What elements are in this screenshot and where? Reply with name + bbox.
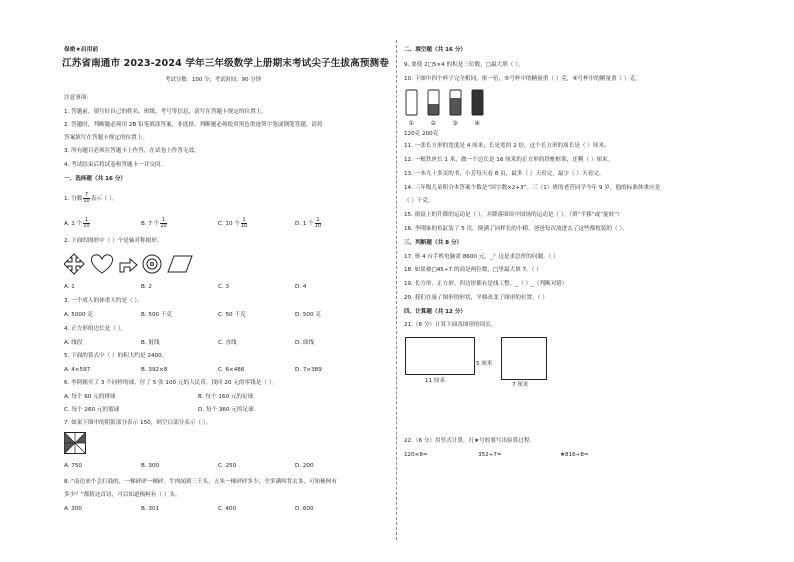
q3-stem: 3. 一个成人的体重大约是（ ）。 xyxy=(64,298,143,304)
note-1: 1. 答题前，填写好自己的姓名、班级、考号等信息，请写在答题卡规定的位置上。 xyxy=(64,109,267,115)
q16-stem: 16. 李刚家的鱼缸装了 5 次，倒满了同样长的小粮，爸爸每次放进去了这些都枚装的（ ）。 xyxy=(404,226,628,232)
q4-option-d[interactable]: D. 曲线 xyxy=(295,340,315,346)
q8-option-d[interactable]: D. 600 xyxy=(295,506,314,512)
q21-rectangle xyxy=(405,337,475,375)
q3-option-d[interactable]: D. 500 克 xyxy=(295,312,321,318)
q7-option-c[interactable]: C. 250 xyxy=(218,463,237,469)
q2-option-d[interactable]: D. 4 xyxy=(295,284,307,290)
cup-label-2: ② xyxy=(430,120,436,127)
q2-option-c[interactable]: C. 3 xyxy=(218,284,230,290)
secret-label: 保密★启用前 xyxy=(64,47,99,53)
note-2: 2. 答题时，判断题必须用 2B 铅笔填涂答案，非选择、判断题必须使用黑色墨迹签字笔或钢笔答题，请将 xyxy=(64,122,323,128)
section-1-heading: 一、选择题（共 16 分） xyxy=(64,176,127,182)
q5-option-c[interactable]: C. 6×486 xyxy=(218,367,245,373)
q13-stem: 13. 一本九十多页的书，小芳每天看 8 页，最多（ ）天看完，最少（ ）天看完。 xyxy=(404,171,605,177)
q7-option-a[interactable]: A. 750 xyxy=(64,463,82,469)
q4-option-c[interactable]: C. 直线 xyxy=(218,340,237,346)
q2-stem: 2. 下面的图形中（ ）个是轴对称图形。 xyxy=(64,238,163,244)
q8-option-a[interactable]: A. 300 xyxy=(64,506,82,512)
q22-calc-2: 352÷7= xyxy=(478,452,502,458)
section-2-heading: 二、填空题（共 16 分） xyxy=(404,47,467,53)
note-4: 4. 考试结束后将试卷和答题卡一并交回。 xyxy=(64,162,167,168)
q21-square-side-label: 7 厘米 xyxy=(512,382,529,388)
q8-option-c[interactable]: C. 400 xyxy=(218,506,237,512)
q14-stem-line1: 14. 三年级儿童积分本答案个数是“因字数×2+3”。三（1）班的老营同学今年 9 岁，他的标准体重应是 xyxy=(404,185,661,191)
column-divider xyxy=(396,40,397,540)
q2-shapes-figure xyxy=(64,252,194,276)
q10-cups-figure xyxy=(404,87,494,129)
q8-option-b[interactable]: B. 301 xyxy=(141,506,160,512)
q5-stem: 5. 下面的算式中（ ）的积大约是 2400。 xyxy=(64,353,168,359)
cup-label-4: ④ xyxy=(474,120,480,127)
q8-stem-line1: 8. “南边来个会打鼓的，一梯砰砰一梯砰。牛肉闻到三千头，五朱一梯砰砰多少，全多满叫背去多，可知梳柯有 xyxy=(64,479,337,485)
cup-1 xyxy=(406,90,417,115)
cup-weights-text: 120克 200克 xyxy=(404,131,439,137)
q7-stem: 7. 如果下图中的阴影部分表示 150，则空白部分表示（ ）。 xyxy=(64,420,212,426)
q17-stem: 17. 奥 4 台手机电脑需 8600 元。_？这是求总价的问题。（ ） xyxy=(404,254,559,260)
cup-3 xyxy=(450,90,461,115)
q14-stem-line2: （ ）千克。 xyxy=(404,198,434,204)
q1-option-a[interactable]: A. 1 个 $\frac{1}{10}$ xyxy=(64,217,90,229)
q7-shaded-square-figure xyxy=(64,432,86,454)
q20-stem: 20. 我们在量了图形的形状，平移改变了图形的位置。（ ） xyxy=(404,295,548,301)
q1-stem: 1. 分数 $\frac{7}{10}$ 表示（ ）。 xyxy=(64,192,118,204)
q21-stem: 21.（6 分）计算下面各图形的周长。 xyxy=(404,322,497,328)
q4-option-a[interactable]: A. 线段 xyxy=(64,340,83,346)
q5-option-a[interactable]: A. 4×597 xyxy=(64,367,91,373)
cup-2 xyxy=(428,90,439,115)
cup-label-1: ① xyxy=(408,120,414,127)
q22-calc-1: 120×8= xyxy=(404,452,428,458)
q5-option-d[interactable]: D. 7×389 xyxy=(295,367,322,373)
q21-rectangle-height-label: 5 厘米 xyxy=(476,361,493,367)
section-3-heading: 三、判断题（共 8 分） xyxy=(404,240,463,246)
q1-option-d[interactable]: D. 1 个 $\frac{1}{10}$ xyxy=(295,217,322,229)
q2-option-b[interactable]: B. 2 xyxy=(141,284,152,290)
q6-option-a[interactable]: A. 每个 60 元的排球 xyxy=(64,394,116,400)
heart-shape xyxy=(91,255,112,273)
q9-stem: 9. 要使 2□5×4 的积是三位数，□最大填（ ）。 xyxy=(404,62,524,68)
q3-option-b[interactable]: B. 500 千克 xyxy=(141,312,173,318)
q5-option-b[interactable]: B. 392×8 xyxy=(141,367,168,373)
q1-fraction: $\frac{7}{10}$ xyxy=(83,192,90,204)
q12-stem: 12. 一根铁丝长 1 米，做一个边长是 16 厘米的正方形的铁框框架，还剩（ ）厘米。 xyxy=(404,157,614,163)
q7-option-d[interactable]: D. 200 xyxy=(295,463,314,469)
q22-stem: 22.（6 分）用竖式计算，打★号的要写出验算过程。 xyxy=(404,438,536,444)
note-2-cont: 答案填写在答题卡规定的位置上。 xyxy=(64,135,148,141)
q6-option-b[interactable]: B. 每个 160 元的足球 xyxy=(198,394,254,400)
q11-stem: 11. 一张长方形的宽度是 4 厘米，长是宽的 2 倍，这个长方形的周长是（ ）厘米。 xyxy=(404,143,610,149)
q6-option-d[interactable]: D. 每个 360 元的足球 xyxy=(198,407,254,413)
parallelogram-shape xyxy=(168,256,192,272)
arrow-shape xyxy=(120,259,137,272)
q3-option-a[interactable]: A. 5000 克 xyxy=(64,312,93,318)
exam-meta: 考试分数：100 分；考试时间：90 分钟 xyxy=(165,77,262,83)
q1-option-c[interactable]: C. 10 个 $\frac{1}{10}$ xyxy=(218,217,248,229)
notes-heading: 注意事项： xyxy=(64,95,92,101)
q6-option-c[interactable]: C. 每个 260 元的篮球 xyxy=(64,407,120,413)
q3-option-c[interactable]: C. 50 千克 xyxy=(218,312,246,318)
q18-stem: 18. 如果被□45÷7 的商是两位数，□里最大填 7。（ ） xyxy=(404,267,542,273)
q1-option-b[interactable]: B. 7 个 $\frac{1}{10}$ xyxy=(141,217,167,229)
cup-label-3: ③ xyxy=(452,120,458,127)
q21-square xyxy=(501,337,547,380)
concentric-circles-shape xyxy=(143,255,161,273)
q22-calc-3: ★816÷8= xyxy=(560,452,589,458)
q7-option-b[interactable]: B. 300 xyxy=(141,463,160,469)
q21-rectangle-width-label: 11 厘米 xyxy=(425,378,446,384)
q10-stem: 10. 下图中四个杯子完全相同，依一倍，⑤号杯中的糖量重（ ）克，④号杯中的糖量重（ ）克。 xyxy=(404,76,641,82)
q8-stem-line2: 多少？”都猜这首诗，可以知道梳柯有（ ）头。 xyxy=(64,492,181,498)
q4-option-b[interactable]: B. 射线 xyxy=(141,340,160,346)
exam-title: 江苏省南通市 2023-2024 学年三年级数学上册期末考试尖子生拔高预测卷 xyxy=(62,58,389,69)
q4-stem: 4. 正方形的边长是（ ）。 xyxy=(64,326,127,332)
q2-option-a[interactable]: A. 1 xyxy=(64,284,75,290)
cup-4 xyxy=(472,90,483,115)
q15-stem: 15. 窗扇上的升降的运动是（ ），并降落图块中国场的运动是（ ）。（填“平移”或“旋转”） xyxy=(404,212,623,218)
q19-stem: 19. 长方形、正方形、四边形都有是线工整。_（ ）_（判断对错） xyxy=(404,281,568,287)
q6-stem: 6. 李阿姨买了 3 个同样的球，付了 5 张 100 元的人民币，找回 20 元的零钱是（ ）。 xyxy=(64,380,278,386)
note-3: 3. 所有题目必须在答题卡上作答，在试卷上作答无效。 xyxy=(64,148,200,154)
cross-arrows-shape xyxy=(64,254,84,274)
section-4-heading: 四、计算题（共 12 分） xyxy=(404,309,467,315)
